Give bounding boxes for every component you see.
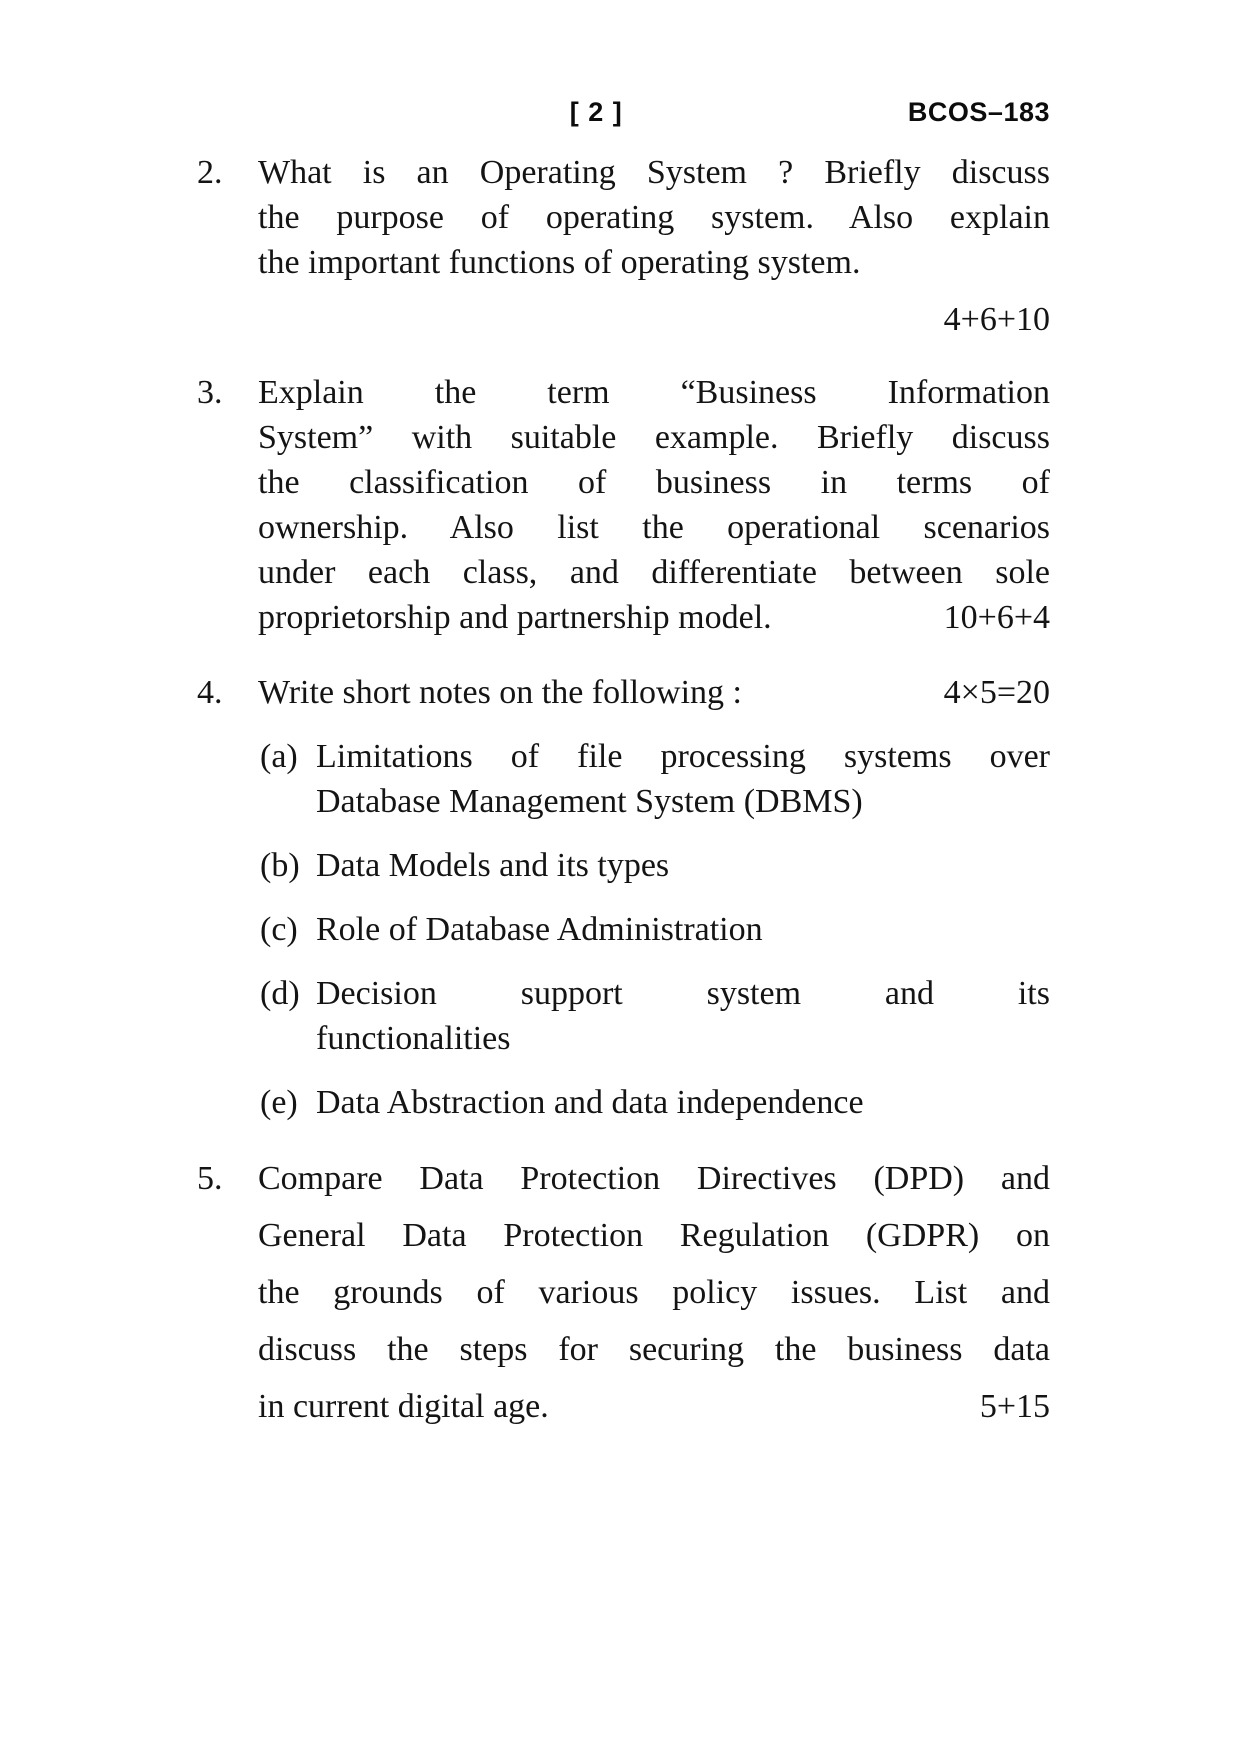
text-line: functionalities (316, 1020, 511, 1057)
text-line: ownership. Also list the operational scenarios (258, 509, 1050, 546)
marks-value: 5+15 (979, 1388, 1050, 1425)
subitem-a-text (316, 734, 1050, 824)
subitem-a (258, 734, 1050, 824)
question-5 (197, 1150, 1050, 1435)
question-2 (197, 150, 1050, 285)
text-line: the grounds of various policy issues. List and (258, 1274, 1050, 1311)
text-line (258, 670, 1050, 715)
text-line: General Data Protection Regulation (GDPR) on (258, 1217, 1050, 1254)
text-line: Decision support system and its (316, 975, 1050, 1012)
text-line: Limitations of file processing systems over (316, 738, 1050, 775)
marks-value: 4×5=20 (943, 674, 1050, 711)
subitem-c (258, 907, 1050, 952)
question-3 (197, 370, 1050, 640)
text-line: Compare Data Protection Directives (DPD) and (258, 1160, 1050, 1197)
text-line: under each class, and differentiate between sole (258, 554, 1050, 591)
text-line: Data Models and its types (316, 847, 670, 884)
line-text: Write short notes on the following : (258, 674, 743, 711)
text-line: the classification of business in terms of (258, 464, 1050, 501)
text-line: Database Management System (DBMS) (316, 783, 863, 820)
question-4-number: 4. (197, 674, 223, 711)
page-content (197, 96, 1050, 1435)
question-2-number: 2. (197, 154, 223, 191)
line-text: in current digital age. (258, 1388, 549, 1425)
subitem-b (258, 843, 1050, 888)
line-text: proprietorship and partnership model. (258, 599, 772, 636)
question-2-text (258, 150, 1050, 285)
subitem-e-label: (e) (260, 1084, 298, 1121)
question-4-text (258, 670, 1050, 715)
subitem-e (258, 1080, 1050, 1125)
question-4-body (258, 670, 1050, 1125)
marks-value: 10+6+4 (943, 599, 1050, 636)
subitem-d (258, 971, 1050, 1061)
subitem-c-text (316, 907, 1050, 952)
text-line: discuss the steps for securing the business data (258, 1331, 1050, 1368)
subitem-b-text (316, 843, 1050, 888)
text-line: the important functions of operating system. (258, 244, 861, 281)
subitem-a-label: (a) (260, 738, 298, 775)
question-3-text (258, 370, 1050, 640)
question-3-number: 3. (197, 374, 223, 411)
subitem-b-label: (b) (260, 847, 300, 884)
subitem-e-text (316, 1080, 1050, 1125)
text-line: What is an Operating System ? Briefly discuss (258, 154, 1050, 191)
text-line: Explain the term “Business Information (258, 374, 1050, 411)
text-line: Data Abstraction and data independence (316, 1084, 864, 1121)
question-5-number: 5. (197, 1160, 223, 1197)
subitem-d-label: (d) (260, 975, 300, 1012)
text-line (258, 1378, 1050, 1435)
text-line: Role of Database Administration (316, 911, 763, 948)
question-2-marks: 4+6+10 (943, 301, 1050, 338)
text-line: System” with suitable example. Briefly discuss (258, 419, 1050, 456)
text-line (258, 595, 1050, 640)
subitem-c-label: (c) (260, 911, 298, 948)
paper-code: BCOS–183 (907, 97, 1050, 127)
text-line: the purpose of operating system. Also explain (258, 199, 1050, 236)
page-header (197, 96, 1050, 128)
question-5-text (258, 1150, 1050, 1435)
page-number: [ 2 ] (569, 97, 623, 127)
subitem-d-text (316, 971, 1050, 1061)
question-4 (197, 670, 1050, 1125)
